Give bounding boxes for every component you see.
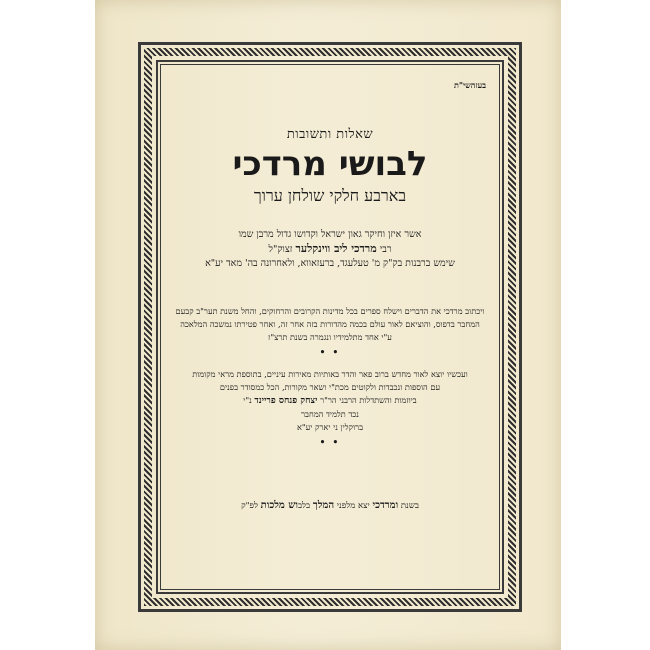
reprint-line-4: נכד תלמיד המחבר	[301, 409, 359, 419]
title-page-content	[170, 80, 490, 511]
author-block	[170, 228, 490, 271]
footer-prefix: בשנת	[400, 501, 419, 511]
author-suffix: זצוק"ל	[268, 244, 293, 255]
genre-heading: שאלות ותשובות	[286, 127, 374, 142]
author-line-3: שימש ברבנות בק"ק מ' טעלעגד, ברעזאווא, ולאחרונה בה' מאד יע"א	[205, 258, 455, 269]
publisher-prefix: ביוזמות והשתדלות הרבני הר"ר	[320, 395, 417, 405]
publisher-name: יצחק פנחס פריינד	[254, 396, 318, 406]
author-name: מרדכי ליב ווינקלער	[295, 242, 377, 255]
author-prefix: רבי	[379, 244, 392, 255]
reprint-line-5: ברוקלין ני יארק יע"א	[296, 422, 364, 432]
author-line-1: אשר איזן וחיקר גאון ישראל וקדושו גדול מרבן שמו	[238, 229, 422, 240]
footer-suffix: לפ"ק	[241, 501, 258, 511]
reprint-line-3	[170, 394, 490, 408]
publisher-suffix: נ"י	[243, 395, 252, 405]
bsd-mark: בעזהשי"ת	[453, 80, 486, 90]
reprint-block	[170, 368, 490, 434]
footer-mid-1: יצא מלפני	[336, 501, 370, 511]
reprint-line-1: ועכשיו יוצא לאור מחדש ברוב פאר והדר באותיות מאירות עיניים, בתוספת מראי מקומות	[192, 369, 468, 379]
separator-dots: • •	[319, 348, 341, 358]
footer-mid-2: בלב	[297, 501, 311, 511]
year-footer	[170, 500, 490, 511]
description-paragraph: ויכתוב מרדכי את הדברים וישלח ספרים בכל מדינות הקרובים והרחוקים, והחל משנת תער"ב קבעם המחבר בדפוס, והוציאם לאור עולם בכמה מהדורות בזה אחר זה, ואחר פטירתו נמשכה המלאכה ע"י אחד מתלמידיו ונגמרה בשנת תרצ"ז	[175, 306, 485, 342]
author-line-2	[170, 242, 490, 257]
footer-bold-1: ומרדכי	[372, 500, 399, 511]
footer-bold-2: המלך	[312, 500, 335, 511]
book-subtitle: בארבע חלקי שולחן ערוך	[253, 186, 407, 205]
book-title: לבושי מרדכי	[232, 144, 428, 184]
reprint-line-2: עם הוספות ונכבדות ולקוטים מכת"י ושאר מקורות, הכל כמסודר בפנים	[219, 382, 441, 392]
footer-bold-3: וש מלכות	[260, 500, 298, 511]
separator-dots-2: • •	[319, 438, 341, 448]
